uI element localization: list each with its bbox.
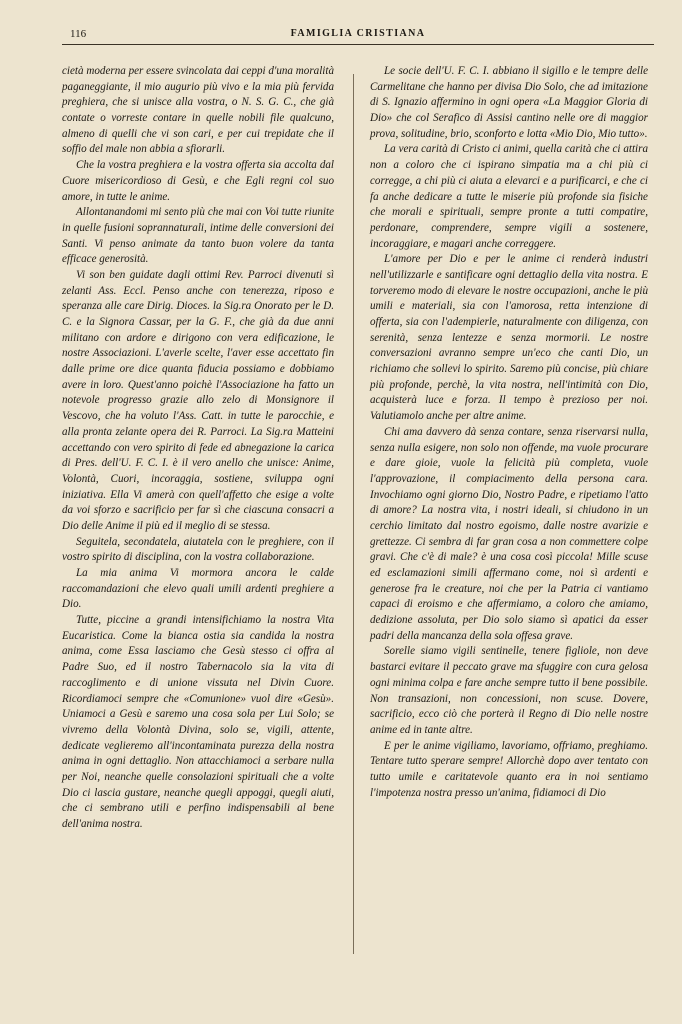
page-title: FAMIGLIA CRISTIANA	[290, 28, 426, 39]
column-divider	[353, 74, 354, 954]
left-column	[62, 64, 334, 833]
paragraph: La vera carità di Cristo ci animi, quella carità che ci attira non a coloro che ci ispirano simpatia ma a chi più ci corregge, a chi più ci aiuta a elevarci e a purificarci, e che ci fa anche dedicare a tutte le miserie più profonde sia fisiche che morali e spirituali, sempre pronte a tutti compatire, perdonare, comprendere, sempre vigili a sostenere, incoraggiare, e magari anche correggere.	[370, 143, 648, 250]
paragraph: Allontanandomi mi sento più che mai con Voi tutte riunite in quelle fusioni soprannaturali, intime delle conversioni dei Santi. Vi penso animate da tanto buon volere da tanta efficace generosità.	[62, 206, 334, 266]
paragraph: Che la vostra preghiera e la vostra offerta sia accolta dal Cuore misericordioso di Gesù, e che Egli regni col suo amore, in tutte le anime.	[62, 159, 334, 203]
paragraph: Sorelle siamo vigili sentinelle, tenere figliole, non deve bastarci evitare il peccato grave ma sfuggire con cura gelosa ogni minima colpa e fare anche sempre tutto il bene possibile. Non transazioni, non concessioni, non scuse. Dovere, sacrificio, ecco ciò che porterà il Regno di Dio nelle nostre anime ed in tante altre.	[370, 645, 648, 736]
paragraph: cietà moderna per essere svincolata dai ceppi d'una moralità paganeggiante, il mio augurio più vivo e la mia più fervida preghiera, che si unisce alla vostra, o N. S. G. C., che già contate o vorreste contare in quelle nobili file qualcuno, almeno di quelli che vi son cari, e per cui trepidate che il soffio del male non abbia a sfiorarli.	[62, 65, 334, 156]
paragraph: Le socie dell'U. F. C. I. abbiano il sigillo e le tempre delle Carmelitane che hanno per divisa Dio Solo, che ad imitazione di S. Ignazio affermino in ogni opera «La Maggior Gloria di Dio» che col Serafico di Assisi cantino nelle ore di maggior prova, solitudine, brio, sconforto e lotta «Mio Dio, Mio tutto».	[370, 65, 648, 140]
paragraph: Chi ama davvero dà senza contare, senza riservarsi nulla, senza nulla esigere, non solo non offende, ma vuole procurare e dare gioie, vuole la felicità più completa, vuole l'approvazione, il compiacimento della persona cara. Invochiamo ogni giorno Dio, Nostro Padre, e ripetiamo l'atto di amore? La nostra vita, i nostri ideali, si chiudono in un cerchio limitato dal nostro egoismo, dalle nostre avarizie e grettezze. Ci sembra di far gran cosa a non commettere colpe gravi. Che c'è di male? è una cosa così piccola! Mille scuse ed esclamazioni simili affermano come, noi sì ardenti e generose fra le creature, noi che per la Patria ci vantiamo capaci di eroismo e che affermiamo, a coloro che amiamo, dedizione assoluta, per Dio solo siamo sì apatici da esser padri della mancanza della sola offesa grave.	[370, 425, 648, 642]
paragraph: Seguitela, secondatela, aiutatela con le preghiere, con il vostro spirito di disciplina, con la vostra collaborazione.	[62, 535, 334, 564]
paragraph: Vi son ben guidate dagli ottimi Rev. Parroci divenuti sì zelanti Ass. Eccl. Penso anche con tenerezza, riposo e speranza alle care Dirig. Dioces. la Sig.ra Onorato per le D. C. e la Signora Cassar, per la G. F., che già da due anni militano con ardore e dirigono con vera edificazione, le nostre Associazioni. L'averle scelte, l'aver esse accettato fin dalle prime ore dice quanta fiducia possiamo e dobbiamo avere in loro. Quest'anno poichè l'Associazione ha fatto un notevole progresso grazie allo zelo di Monsignore il Vescovo, che ha voluto l'Ass. Catt. in tutte le parocchie, e alla pronta zelante opera dei R. Parroci. La Sig.ra Matteini accettando con vero spirito di fede ed abnegazione la carica di Pres. dell'U. F. C. I. è il vero anello che unisce: Anime, Volontà, Cuori, incoraggia, sostiene, sviluppa ogni iniziativa. Ella Vi amerà con quell'affetto che esige a volte da voi sforzo e sacrificio per far sì che ciascuna consacri a Dio delle Anime il più ed il meglio di se stessa.	[62, 268, 334, 532]
paragraph: E per le anime vigiliamo, lavoriamo, offriamo, preghiamo. Tentare tutto sperare sempre! Allorchè dopo aver tentato con tutto umile e caritatevole quanto era in noi sentiamo l'impotenza nostra presso un'anima, fidiamoci di Dio	[370, 739, 648, 799]
paragraph: La mia anima Vi mormora ancora le calde raccomandazioni che elevo quali umili ardenti preghiere a Dio.	[62, 567, 334, 611]
right-column	[370, 64, 648, 801]
page-header	[62, 26, 654, 45]
paragraph: L'amore per Dio e per le anime ci renderà industri nell'utilizzarle e santificare ogni dettaglio della vita nostra. E torveremo modo di elevare le nostre occupazioni, anche le più umili e materiali, sia con l'amorosa, retta intenzione di offerta, sia con l'adempierle, naturalmente con diligenza, con serenità, senza lentezze e senza mormorii. Le nostre conversazioni avranno sempre un'eco che canti Dio, un richiamo che sollevi lo spirito. Saremo più concise, più chiare più profonde, perchè, la vita nostra, nell'intimità con Dio, acquisterà luce e forza. Il tempo è prezioso per noi. Valutiamolo anche per altre anime.	[370, 253, 648, 423]
paragraph: Tutte, piccine a grandi intensifichiamo la nostra Vita Eucaristica. Come la bianca ostia sia candida la nostra anima, come Essa lasciamo che Gesù stesso ci offra al Padre Suo, ed il nostro Tabernacolo sia la vita di raccoglimento e di unione vissuta nel Divin Cuore. Ricordiamoci sempre che «Comunione» vuol dire «Gesù». Uniamoci a Gesù e saremo una cosa sola per Lui Solo; se vivremo della Volontà Divina, solo se, vigili, attente, dedicate veglieremo all'incontaminata purezza della nostra anima in ogni dettaglio. Non attacchiamoci a serbare nulla per Noi, neanche quelle consolazioni spirituali che a volte Dio ci lascia gustare, neanche quegli appoggi, quegli aiuti, che ci sembrano utili e perfino indispensabili al bene dell'anima nostra.	[62, 614, 334, 830]
page-number: 116	[70, 28, 87, 40]
